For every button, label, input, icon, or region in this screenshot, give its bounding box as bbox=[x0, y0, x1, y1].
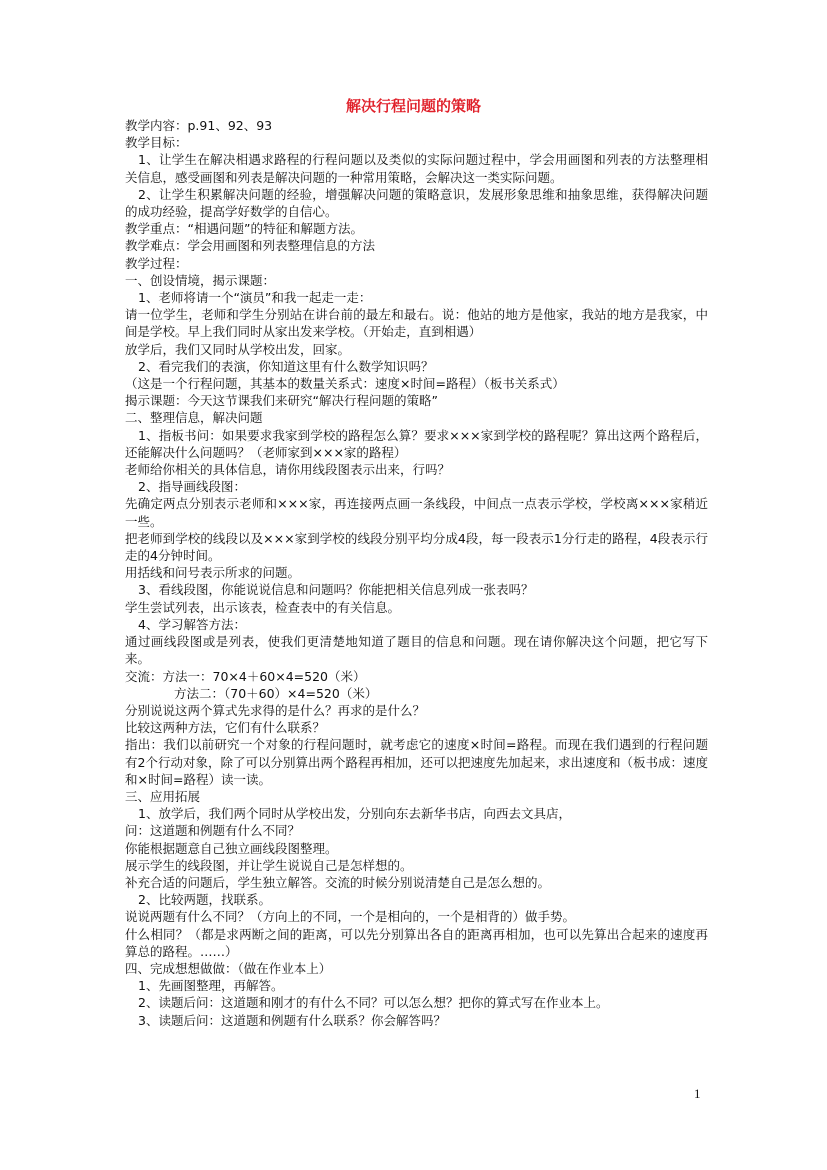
body-paragraph: 先确定两点分别表示老师和×××家，再连接两点画一条线段，中间点一点表示学校，学校离×××家稍近一些。 bbox=[125, 496, 708, 529]
body-paragraph: 3、看线段图，你能说说信息和问题吗？你能把相关信息列成一张表吗？ bbox=[138, 582, 534, 598]
body-paragraph: 教学重点：“相遇问题”的特征和解题方法。 bbox=[125, 221, 363, 237]
body-paragraph: 用括线和问号表示所求的问题。 bbox=[125, 565, 301, 581]
body-paragraph: 3、读题后问：这道题和例题有什么联系？你会解答吗？ bbox=[138, 1012, 446, 1028]
body-paragraph: 4、学习解答方法： bbox=[138, 616, 246, 632]
body-paragraph: 2、指导画线段图： bbox=[138, 479, 246, 495]
body-paragraph: 学生尝试列表，出示该表，检查表中的有关信息。 bbox=[125, 599, 401, 615]
body-paragraph: 1、放学后，我们两个同时从学校出发，分别向东去新华书店，向西去文具店， bbox=[138, 806, 571, 822]
body-paragraph: 比较这两种方法，它们有什么联系？ bbox=[125, 720, 326, 736]
body-paragraph: 揭示课题：今天这节课我们来研究“解决行程问题的策略” bbox=[125, 393, 438, 409]
body-paragraph: 方法二：（70＋60）×4=520（米） bbox=[174, 685, 378, 701]
body-paragraph: 三、应用拓展 bbox=[125, 788, 201, 804]
body-paragraph: 教学目标： bbox=[125, 135, 188, 151]
body-paragraph: 1、指板书问：如果要求我家到学校的路程怎么算？要求×××家到学校的路程呢？算出这两个路程后，还能解决什么问题吗？（老师家到×××家的路程） bbox=[125, 427, 708, 460]
body-paragraph: 老师给你相关的具体信息，请你用线段图表示出来，行吗？ bbox=[125, 462, 451, 478]
document-title: 解决行程问题的策略 bbox=[345, 97, 481, 115]
body-paragraph: 1、老师将请一个“演员”和我一起走一走： bbox=[138, 290, 372, 306]
body-paragraph: 四、完成想想做做：（做在作业本上） bbox=[125, 960, 332, 976]
body-paragraph: 教学难点：学会用画图和列表整理信息的方法 bbox=[125, 238, 376, 254]
body-paragraph: 二、整理信息，解决问题 bbox=[125, 410, 263, 426]
body-paragraph: 2、让学生积累解决问题的经验，增强解决问题的策略意识，发展形象思维和抽象思维，获得解决问题的成功经验，提高学好数学的自信心。 bbox=[125, 186, 708, 220]
body-paragraph: 2、比较两题，找联系。 bbox=[138, 892, 271, 908]
body-paragraph: 一、创设情境，揭示课题： bbox=[125, 272, 276, 288]
body-paragraph: 指出：我们以前研究一个对象的行程问题时，就考虑它的速度×时间=路程。而现在我们遇到的行程问题有2个行动对象，除了可以分别算出两个路程再相加，还可以把速度先加起来，求出速度和（板书成：速度和×时间=路程）读一读。 bbox=[125, 737, 708, 787]
body-paragraph: 教学内容：p.91、92、93 bbox=[125, 118, 273, 133]
body-paragraph: 放学后，我们又同时从学校出发，回家。 bbox=[125, 341, 351, 357]
body-paragraph: 说说两题有什么不同？（方向上的不同，一个是相向的，一个是相背的）做手势。 bbox=[125, 909, 576, 925]
body-paragraph: 问：这道题和例题有什么不同？ bbox=[125, 823, 301, 839]
body-paragraph: 你能根据题意自己独立画线段图整理。 bbox=[125, 840, 338, 856]
body-paragraph: 1、让学生在解决相遇求路程的行程问题以及类似的实际问题过程中，学会用画图和列表的方法整理相关信息，感受画图和列表是解决问题的一种常用策略，会解决这一类实际问题。 bbox=[125, 152, 708, 185]
body-paragraph: 通过画线段图或是列表，使我们更清楚地知道了题目的信息和问题。现在请你解决这个问题，把它写下来。 bbox=[125, 634, 708, 667]
body-paragraph: 1、先画图整理，再解答。 bbox=[138, 978, 284, 994]
body-paragraph: 请一位学生，老师和学生分别站在讲台前的最左和最右。说：他站的地方是他家，我站的地方是我家，中间是学校。早上我们同时从家出发来学校。（开始走，直到相遇） bbox=[125, 307, 708, 340]
body-paragraph: 教学过程： bbox=[125, 255, 188, 271]
body-paragraph: 补充合适的问题后，学生独立解答。交流的时候分别说清楚自己是怎么想的。 bbox=[125, 874, 551, 890]
page-number: 1 bbox=[694, 1086, 701, 1101]
body-paragraph: 2、看完我们的表演，你知道这里有什么数学知识吗？ bbox=[138, 358, 434, 374]
body-paragraph: 分别说说这两个算式先求得的是什么？再求的是什么？ bbox=[125, 702, 426, 718]
body-paragraph: 什么相同？（都是求两断之间的距离，可以先分别算出各自的距离再相加，也可以先算出合起来的速度再算总的路程。……） bbox=[125, 926, 708, 959]
body-paragraph: 交流：方法一：70×4＋60×4=520（米） bbox=[125, 668, 366, 684]
body-paragraph: 把老师到学校的线段以及×××家到学校的线段分别平均分成4段，每一段表示1分行走的路程，4段表示行走的4分钟时间。 bbox=[125, 530, 708, 564]
document-body bbox=[125, 117, 708, 1029]
body-paragraph: 2、读题后问：这道题和刚才的有什么不同？可以怎么想？把你的算式写在作业本上。 bbox=[138, 995, 609, 1011]
body-paragraph: 展示学生的线段图，并让学生说说自己是怎样想的。 bbox=[125, 857, 413, 873]
body-paragraph: （这是一个行程问题，其基本的数量关系式：速度×时间=路程）（板书关系式） bbox=[125, 376, 565, 392]
